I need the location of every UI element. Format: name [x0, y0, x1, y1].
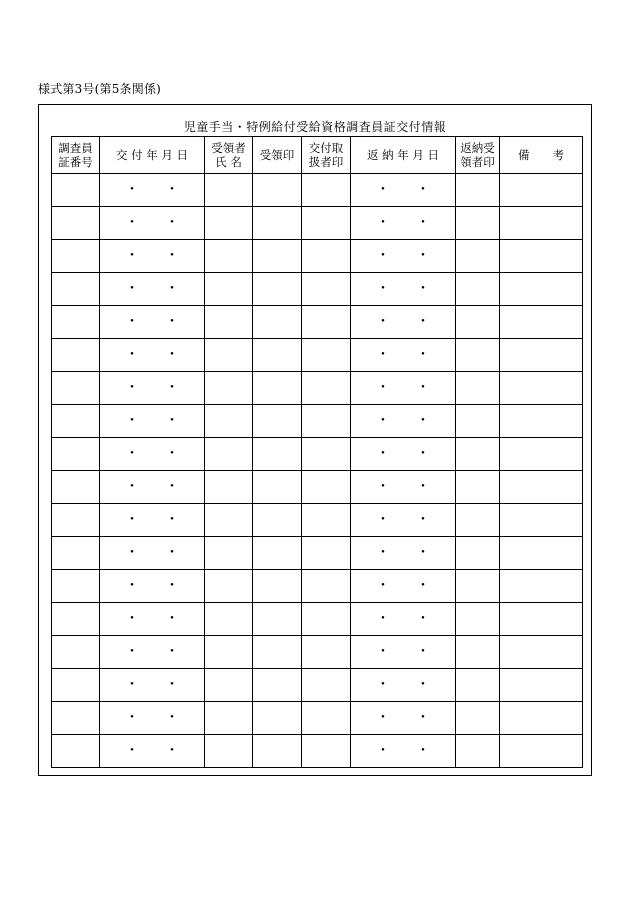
date-separator-dot: ・ [125, 446, 139, 462]
header-row [52, 137, 583, 174]
cell-receipt-seal[interactable] [253, 603, 302, 636]
date-separator-dot: ・ [376, 413, 390, 429]
header-receipt-seal: 受領印 [253, 137, 302, 174]
table-row [52, 537, 583, 570]
cell-issue-date[interactable] [100, 570, 205, 603]
form-frame [38, 104, 592, 776]
date-separator-dot: ・ [125, 248, 139, 264]
cell-issuer-seal[interactable] [302, 537, 351, 570]
cell-card-number[interactable] [52, 669, 100, 702]
table-row [52, 240, 583, 273]
cell-receipt-seal[interactable] [253, 306, 302, 339]
cell-return-seal[interactable] [456, 669, 500, 702]
cell-issue-date[interactable] [100, 537, 205, 570]
date-separator-dot: ・ [165, 545, 179, 561]
cell-card-number[interactable] [52, 603, 100, 636]
cell-return-date[interactable] [351, 174, 456, 207]
date-separator-dot: ・ [165, 710, 179, 726]
date-separator-dot: ・ [125, 677, 139, 693]
cell-card-number[interactable] [52, 636, 100, 669]
table-row [52, 207, 583, 240]
date-separator-dot: ・ [165, 182, 179, 198]
cell-card-number[interactable] [52, 702, 100, 735]
cell-recipient-name[interactable] [205, 174, 253, 207]
table-body [52, 174, 583, 768]
date-separator-dot: ・ [376, 182, 390, 198]
date-separator-dot: ・ [416, 281, 430, 297]
date-separators [351, 447, 455, 461]
cell-card-number[interactable] [52, 537, 100, 570]
cell-receipt-seal[interactable] [253, 537, 302, 570]
cell-remarks[interactable] [500, 240, 583, 273]
cell-card-number[interactable] [52, 207, 100, 240]
cell-return-seal[interactable] [456, 570, 500, 603]
cell-issuer-seal[interactable] [302, 438, 351, 471]
cell-recipient-name[interactable] [205, 570, 253, 603]
cell-card-number[interactable] [52, 504, 100, 537]
cell-return-date[interactable] [351, 339, 456, 372]
date-separator-dot: ・ [376, 248, 390, 264]
date-separator-dot: ・ [125, 512, 139, 528]
date-separators [100, 711, 204, 725]
cell-recipient-name[interactable] [205, 669, 253, 702]
table-row [52, 504, 583, 537]
date-separator-dot: ・ [416, 314, 430, 330]
date-separators [351, 282, 455, 296]
date-separator-dot: ・ [416, 446, 430, 462]
cell-return-date[interactable] [351, 636, 456, 669]
date-separators [100, 645, 204, 659]
date-separator-dot: ・ [416, 677, 430, 693]
date-separators [351, 249, 455, 263]
cell-issue-date[interactable] [100, 273, 205, 306]
date-separator-dot: ・ [125, 743, 139, 759]
date-separator-dot: ・ [125, 281, 139, 297]
date-separators [100, 216, 204, 230]
cell-issue-date[interactable] [100, 207, 205, 240]
cell-remarks[interactable] [500, 306, 583, 339]
cell-remarks[interactable] [500, 570, 583, 603]
date-separators [100, 282, 204, 296]
date-separator-dot: ・ [165, 446, 179, 462]
cell-return-date[interactable] [351, 207, 456, 240]
date-separator-dot: ・ [416, 710, 430, 726]
date-separator-dot: ・ [165, 512, 179, 528]
cell-issue-date[interactable] [100, 405, 205, 438]
cell-return-seal[interactable] [456, 504, 500, 537]
cell-receipt-seal[interactable] [253, 273, 302, 306]
cell-issue-date[interactable] [100, 438, 205, 471]
cell-issuer-seal[interactable] [302, 570, 351, 603]
cell-receipt-seal[interactable] [253, 207, 302, 240]
header-return-date: 返 納 年 月 日 [351, 137, 456, 174]
cell-receipt-seal[interactable] [253, 570, 302, 603]
cell-card-number[interactable] [52, 339, 100, 372]
cell-issue-date[interactable] [100, 240, 205, 273]
date-separators [100, 348, 204, 362]
cell-receipt-seal[interactable] [253, 240, 302, 273]
table-row [52, 372, 583, 405]
cell-issuer-seal[interactable] [302, 735, 351, 768]
date-separator-dot: ・ [376, 578, 390, 594]
cell-card-number[interactable] [52, 570, 100, 603]
cell-issue-date[interactable] [100, 735, 205, 768]
cell-recipient-name[interactable] [205, 603, 253, 636]
form-number-label: 様式第3号(第5条関係) [38, 82, 162, 96]
table-row [52, 702, 583, 735]
cell-issuer-seal[interactable] [302, 240, 351, 273]
date-separators [100, 513, 204, 527]
table-row [52, 405, 583, 438]
date-separators [100, 315, 204, 329]
date-separator-dot: ・ [416, 611, 430, 627]
date-separator-dot: ・ [376, 215, 390, 231]
cell-return-date[interactable] [351, 570, 456, 603]
cell-return-seal[interactable] [456, 339, 500, 372]
cell-issuer-seal[interactable] [302, 339, 351, 372]
date-separator-dot: ・ [376, 281, 390, 297]
date-separators [351, 348, 455, 362]
date-separator-dot: ・ [165, 215, 179, 231]
date-separator-dot: ・ [165, 314, 179, 330]
cell-issuer-seal[interactable] [302, 273, 351, 306]
cell-return-seal[interactable] [456, 306, 500, 339]
cell-receipt-seal[interactable] [253, 174, 302, 207]
cell-issue-date[interactable] [100, 471, 205, 504]
date-separators [351, 744, 455, 758]
cell-remarks[interactable] [500, 702, 583, 735]
date-separators [100, 579, 204, 593]
date-separator-dot: ・ [125, 347, 139, 363]
date-separator-dot: ・ [376, 545, 390, 561]
cell-issuer-seal[interactable] [302, 306, 351, 339]
cell-receipt-seal[interactable] [253, 669, 302, 702]
table-row [52, 735, 583, 768]
cell-recipient-name[interactable] [205, 537, 253, 570]
cell-issue-date[interactable] [100, 603, 205, 636]
date-separator-dot: ・ [165, 281, 179, 297]
header-remarks: 備 考 [500, 137, 583, 174]
cell-return-date[interactable] [351, 273, 456, 306]
header-return-seal: 返納受 領者印 [456, 137, 500, 174]
cell-card-number[interactable] [52, 405, 100, 438]
date-separator-dot: ・ [376, 677, 390, 693]
cell-issue-date[interactable] [100, 702, 205, 735]
cell-card-number[interactable] [52, 735, 100, 768]
date-separator-dot: ・ [416, 578, 430, 594]
date-separator-dot: ・ [165, 743, 179, 759]
date-separator-dot: ・ [165, 248, 179, 264]
cell-remarks[interactable] [500, 273, 583, 306]
cell-issuer-seal[interactable] [302, 405, 351, 438]
date-separators [351, 678, 455, 692]
cell-return-date[interactable] [351, 603, 456, 636]
date-separators [351, 612, 455, 626]
cell-receipt-seal[interactable] [253, 702, 302, 735]
cell-return-date[interactable] [351, 537, 456, 570]
cell-return-date[interactable] [351, 438, 456, 471]
date-separators [100, 480, 204, 494]
date-separator-dot: ・ [165, 347, 179, 363]
cell-return-seal[interactable] [456, 207, 500, 240]
cell-issue-date[interactable] [100, 372, 205, 405]
cell-receipt-seal[interactable] [253, 339, 302, 372]
date-separator-dot: ・ [125, 413, 139, 429]
date-separator-dot: ・ [416, 479, 430, 495]
date-separator-dot: ・ [125, 182, 139, 198]
date-separators [351, 645, 455, 659]
date-separator-dot: ・ [376, 743, 390, 759]
date-separators [351, 216, 455, 230]
header-card-number: 調査員 証番号 [52, 137, 100, 174]
date-separator-dot: ・ [376, 512, 390, 528]
date-separator-dot: ・ [376, 644, 390, 660]
cell-recipient-name[interactable] [205, 438, 253, 471]
date-separator-dot: ・ [125, 545, 139, 561]
cell-card-number[interactable] [52, 306, 100, 339]
date-separator-dot: ・ [165, 611, 179, 627]
cell-card-number[interactable] [52, 240, 100, 273]
cell-return-date[interactable] [351, 735, 456, 768]
date-separator-dot: ・ [376, 347, 390, 363]
date-separators [100, 414, 204, 428]
cell-return-date[interactable] [351, 306, 456, 339]
cell-remarks[interactable] [500, 438, 583, 471]
date-separator-dot: ・ [416, 248, 430, 264]
cell-receipt-seal[interactable] [253, 438, 302, 471]
cell-return-seal[interactable] [456, 240, 500, 273]
cell-issue-date[interactable] [100, 339, 205, 372]
cell-recipient-name[interactable] [205, 636, 253, 669]
date-separator-dot: ・ [125, 710, 139, 726]
cell-card-number[interactable] [52, 438, 100, 471]
cell-return-date[interactable] [351, 405, 456, 438]
header-recipient-name: 受領者 氏 名 [205, 137, 253, 174]
date-separator-dot: ・ [376, 611, 390, 627]
cell-issuer-seal[interactable] [302, 636, 351, 669]
table-row [52, 174, 583, 207]
cell-issue-date[interactable] [100, 669, 205, 702]
cell-recipient-name[interactable] [205, 273, 253, 306]
form-title: 児童手当・特例給付受給資格調査員証交付情報 [183, 120, 447, 134]
date-separator-dot: ・ [376, 479, 390, 495]
cell-return-seal[interactable] [456, 735, 500, 768]
date-separator-dot: ・ [125, 611, 139, 627]
cell-return-date[interactable] [351, 372, 456, 405]
cell-recipient-name[interactable] [205, 306, 253, 339]
table-row [52, 438, 583, 471]
date-separators [100, 546, 204, 560]
cell-return-seal[interactable] [456, 405, 500, 438]
date-separators [100, 447, 204, 461]
date-separators [100, 678, 204, 692]
date-separators [351, 546, 455, 560]
date-separators [100, 612, 204, 626]
date-separator-dot: ・ [165, 578, 179, 594]
cell-recipient-name[interactable] [205, 240, 253, 273]
date-separator-dot: ・ [125, 644, 139, 660]
date-separator-dot: ・ [416, 182, 430, 198]
cell-return-seal[interactable] [456, 603, 500, 636]
cell-return-seal[interactable] [456, 537, 500, 570]
date-separators [351, 480, 455, 494]
cell-remarks[interactable] [500, 471, 583, 504]
cell-issuer-seal[interactable] [302, 702, 351, 735]
date-separator-dot: ・ [416, 380, 430, 396]
cell-recipient-name[interactable] [205, 372, 253, 405]
cell-remarks[interactable] [500, 537, 583, 570]
cell-recipient-name[interactable] [205, 405, 253, 438]
cell-recipient-name[interactable] [205, 207, 253, 240]
cell-recipient-name[interactable] [205, 735, 253, 768]
header-issuer-seal: 交付取 扱者印 [302, 137, 351, 174]
cell-issue-date[interactable] [100, 636, 205, 669]
date-separators [100, 249, 204, 263]
cell-issuer-seal[interactable] [302, 207, 351, 240]
cell-remarks[interactable] [500, 669, 583, 702]
cell-recipient-name[interactable] [205, 339, 253, 372]
date-separator-dot: ・ [165, 380, 179, 396]
date-separator-dot: ・ [416, 215, 430, 231]
date-separators [351, 183, 455, 197]
date-separator-dot: ・ [376, 380, 390, 396]
cell-return-date[interactable] [351, 702, 456, 735]
cell-receipt-seal[interactable] [253, 405, 302, 438]
cell-receipt-seal[interactable] [253, 471, 302, 504]
date-separator-dot: ・ [416, 347, 430, 363]
cell-return-seal[interactable] [456, 438, 500, 471]
cell-card-number[interactable] [52, 174, 100, 207]
cell-receipt-seal[interactable] [253, 735, 302, 768]
date-separator-dot: ・ [125, 314, 139, 330]
cell-recipient-name[interactable] [205, 702, 253, 735]
date-separator-dot: ・ [125, 380, 139, 396]
cell-issuer-seal[interactable] [302, 174, 351, 207]
table-row [52, 339, 583, 372]
date-separator-dot: ・ [416, 644, 430, 660]
cell-issue-date[interactable] [100, 174, 205, 207]
cell-card-number[interactable] [52, 372, 100, 405]
date-separator-dot: ・ [376, 446, 390, 462]
cell-return-date[interactable] [351, 669, 456, 702]
cell-remarks[interactable] [500, 603, 583, 636]
cell-recipient-name[interactable] [205, 504, 253, 537]
cell-card-number[interactable] [52, 273, 100, 306]
date-separators [351, 381, 455, 395]
cell-issue-date[interactable] [100, 306, 205, 339]
cell-remarks[interactable] [500, 504, 583, 537]
cell-return-date[interactable] [351, 504, 456, 537]
cell-remarks[interactable] [500, 174, 583, 207]
cell-issuer-seal[interactable] [302, 471, 351, 504]
cell-receipt-seal[interactable] [253, 372, 302, 405]
cell-receipt-seal[interactable] [253, 504, 302, 537]
issue-record-table [51, 136, 583, 768]
cell-return-seal[interactable] [456, 636, 500, 669]
date-separator-dot: ・ [125, 578, 139, 594]
date-separators [351, 711, 455, 725]
date-separators [100, 183, 204, 197]
cell-remarks[interactable] [500, 405, 583, 438]
cell-remarks[interactable] [500, 636, 583, 669]
date-separator-dot: ・ [376, 710, 390, 726]
cell-remarks[interactable] [500, 372, 583, 405]
table-row [52, 669, 583, 702]
header-issue-date: 交 付 年 月 日 [100, 137, 205, 174]
cell-return-seal[interactable] [456, 702, 500, 735]
date-separator-dot: ・ [376, 314, 390, 330]
date-separators [351, 579, 455, 593]
table-row [52, 636, 583, 669]
cell-issuer-seal[interactable] [302, 504, 351, 537]
cell-return-seal[interactable] [456, 174, 500, 207]
date-separator-dot: ・ [165, 479, 179, 495]
date-separator-dot: ・ [165, 644, 179, 660]
cell-recipient-name[interactable] [205, 471, 253, 504]
date-separators [351, 414, 455, 428]
cell-return-date[interactable] [351, 240, 456, 273]
cell-issuer-seal[interactable] [302, 372, 351, 405]
cell-issuer-seal[interactable] [302, 669, 351, 702]
cell-return-seal[interactable] [456, 372, 500, 405]
table-row [52, 471, 583, 504]
table-row [52, 273, 583, 306]
date-separator-dot: ・ [416, 413, 430, 429]
date-separators [351, 315, 455, 329]
cell-issuer-seal[interactable] [302, 603, 351, 636]
date-separator-dot: ・ [165, 413, 179, 429]
cell-return-seal[interactable] [456, 273, 500, 306]
date-separator-dot: ・ [125, 479, 139, 495]
cell-remarks[interactable] [500, 735, 583, 768]
cell-issue-date[interactable] [100, 504, 205, 537]
cell-remarks[interactable] [500, 339, 583, 372]
date-separator-dot: ・ [416, 512, 430, 528]
date-separator-dot: ・ [125, 215, 139, 231]
date-separator-dot: ・ [416, 743, 430, 759]
date-separator-dot: ・ [416, 545, 430, 561]
date-separators [100, 381, 204, 395]
table-row [52, 570, 583, 603]
cell-card-number[interactable] [52, 471, 100, 504]
date-separators [100, 744, 204, 758]
cell-return-date[interactable] [351, 471, 456, 504]
table-row [52, 306, 583, 339]
date-separators [351, 513, 455, 527]
cell-remarks[interactable] [500, 207, 583, 240]
table-row [52, 603, 583, 636]
date-separator-dot: ・ [165, 677, 179, 693]
cell-return-seal[interactable] [456, 471, 500, 504]
cell-receipt-seal[interactable] [253, 636, 302, 669]
